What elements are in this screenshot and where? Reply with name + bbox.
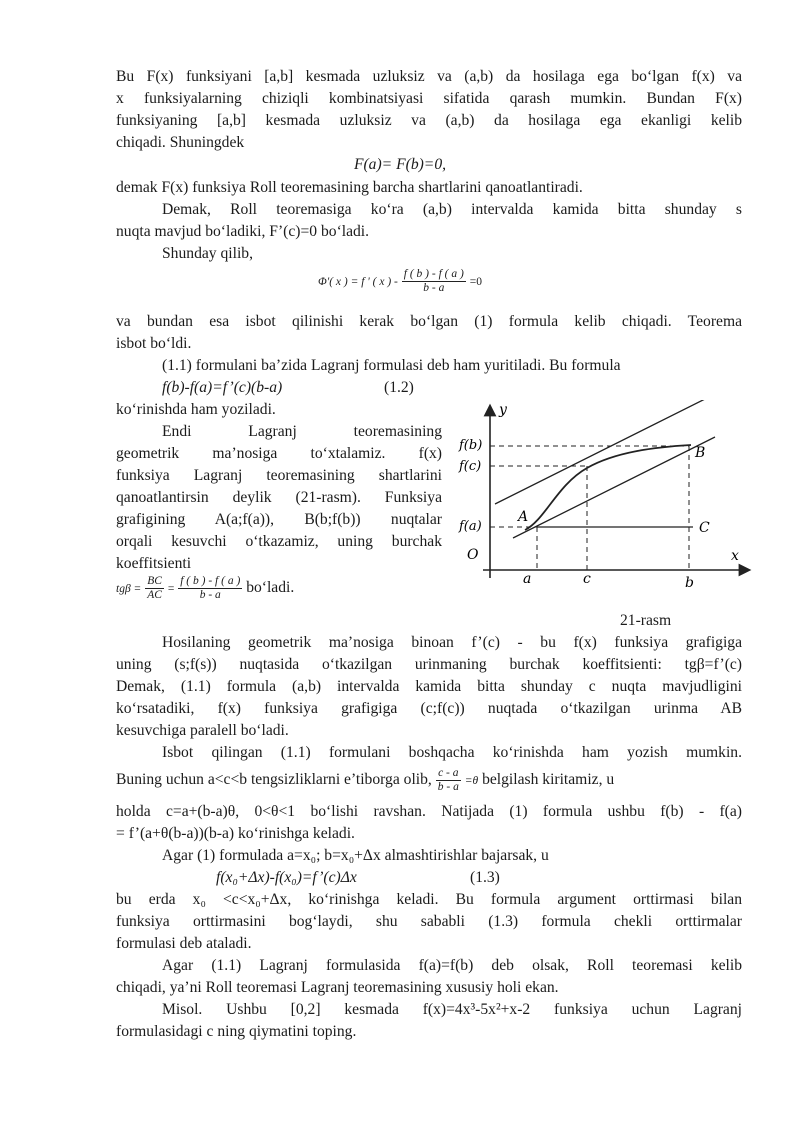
fraction-denominator: AC	[147, 588, 162, 601]
text-line: ko‘rinishda ham yoziladi.	[116, 401, 276, 418]
text-fragment: belgilash kiritamiz, u	[482, 771, 615, 788]
label-y: y	[499, 402, 507, 418]
text-line: Bu F(x) funksiyani [a,b] kesmada uzluksiz va (a,b) da hosilaga ega bo‘lgan f(x) va	[116, 68, 742, 85]
text-line: ko‘rsatadiki, f(x) funksiya grafigiga (c;f(c)) nuqtada o‘tkazilgan urinma AB	[116, 700, 742, 717]
label-point-a: A	[518, 509, 529, 525]
text-line: funksiya orttirmasini bog‘laydi, shu sababli (1.3) formula chekli orttirmalar	[116, 913, 742, 930]
text-line: geometrik ma’nosiga to‘xtalamiz. f(x)	[116, 445, 442, 462]
formula-left: Φ'( x ) = f ' ( x ) -	[318, 276, 398, 289]
text-line: (1.1) formulani ba’zida Lagranj formulasi deb ham yuritiladi. Bu formula	[162, 357, 621, 374]
text-line: demak F(x) funksiya Roll teoremasining barcha shartlarini qanoatlantiradi.	[116, 179, 583, 196]
text-line: funksiya Lagranj teoremasining shartlarini	[116, 467, 442, 484]
secant-ab	[513, 437, 715, 538]
figure-caption: 21-rasm	[620, 612, 672, 629]
text-line: qanoatlantirsin deylik (21-rasm). Funksiya	[116, 489, 442, 506]
text-line: bu erda x₀ <c<x₀+Δx, ko‘rinishga keladi. Bu formula argument orttirmasi bilan	[116, 891, 742, 908]
tg-after: bo‘ladi.	[246, 579, 295, 596]
formula-finite-increments: f(x₀+Δx)-f(x₀)=f’(c)Δx	[216, 869, 357, 886]
text-line: va bundan esa isbot qilinishi kerak bo‘lgan (1) formula kelib chiqadi. Teorema	[116, 313, 742, 330]
text-line: chiqadi. Shuningdek	[116, 134, 245, 151]
label-tick-c: c	[583, 571, 591, 587]
text-line: uning (s;f(s)) nuqtasida o‘tkazilgan urinmaning burchak koeffitsienti: tgβ=f’(c)	[116, 656, 742, 673]
label-x: x	[731, 548, 739, 564]
formula-fraction	[402, 268, 466, 295]
text-line: Hosilaning geometrik ma’nosiga binoan f’(c) - bu f(x) funksiya grafigiga	[162, 634, 742, 651]
text-line: koeffitsienti	[116, 555, 192, 572]
formula-number: (1.3)	[470, 869, 500, 886]
text-line: Agar (1.1) Lagranj formulasida f(a)=f(b) deb olsak, Roll teoremasi kelib	[162, 957, 742, 974]
fraction-denominator: b - a	[437, 780, 459, 793]
fraction-theta	[436, 767, 461, 794]
fraction-numerator: c - a	[436, 767, 461, 781]
text-line: Shunday qilib,	[162, 245, 253, 262]
label-fb: f(b)	[459, 438, 483, 453]
text-line: Endi Lagranj teoremasining	[162, 423, 442, 440]
lagrange-figure	[455, 400, 755, 600]
text-line: isbot bo‘ldi.	[116, 335, 192, 352]
fraction-denominator: b - a	[199, 588, 221, 601]
text-line: Misol. Ushbu [0,2] kesmada f(x)=4x³-5x²+x-2 funksiya uchun Lagranj	[162, 1001, 742, 1018]
tg-left: tgβ =	[116, 583, 142, 595]
label-origin: O	[467, 547, 479, 563]
tangent-line	[495, 400, 707, 504]
fraction-numerator: BC	[147, 574, 162, 587]
text-line: holda c=a+(b-a)θ, 0<θ<1 bo‘lishi ravshan. Natijada (1) formula ushbu f(b) - f(a)	[116, 803, 742, 820]
text-line: funksiyaning [a,b] kesmada uzluksiz va (a,b) da hosilaga ega ekanligi kelib	[116, 112, 742, 129]
label-point-b: B	[695, 445, 706, 461]
formula-line-1-2	[162, 377, 742, 399]
label-tick-b: b	[685, 575, 694, 591]
text-line: Isbot qilingan (1.1) formulani boshqacha ko‘rinishda ham yozish mumkin.	[162, 744, 742, 761]
fraction-numerator: f ( b ) - f ( a )	[403, 268, 464, 280]
theta-eq: =θ	[464, 775, 479, 787]
formula-phi-derivative	[0, 268, 800, 295]
text-line: chiqadi, ya’ni Roll teoremasi Lagranj teoremasining xususiy holi ekan.	[116, 979, 559, 996]
tg-eq: =	[167, 583, 175, 595]
text-line: grafigining A(a;f(a)), B(b;f(b)) nuqtalar	[116, 511, 442, 528]
formula-lagrange: f(b)-f(a)=f’(c)(b-a)	[162, 379, 283, 396]
formula-line-1-3	[216, 867, 800, 889]
text-line: orqali kesuvchi o‘tkazamiz, uning burchak	[116, 533, 442, 550]
label-tick-a: a	[523, 571, 532, 587]
label-fa: f(a)	[459, 519, 482, 534]
text-line: = f’(a+θ(b-a))(b-a) ko‘rinishga keladi.	[116, 825, 355, 842]
formula-F-a-b: F(a)= F(b)=0,	[353, 156, 447, 173]
text-line: nuqta mavjud bo‘ladiki, F’(c)=0 bo‘ladi.	[116, 223, 370, 240]
formula-right: =0	[469, 276, 482, 289]
text-line: x funksiyalarning chiziqli kombinatsiyasi sifatida qarash mumkin. Bundan F(x)	[116, 90, 742, 107]
label-point-c: C	[699, 520, 710, 536]
fraction-denominator: b - a	[423, 282, 445, 294]
text-line-with-fraction	[116, 766, 742, 795]
text-line: formulasi deb ataladi.	[116, 935, 252, 952]
text-line: Demak, (1.1) formula (a,b) intervalda kamida bitta shunday c nuqta mavjudligini	[116, 678, 742, 695]
fraction-difference-quotient	[178, 575, 242, 602]
text-line: formulasidagi c ning qiymatini toping.	[116, 1023, 357, 1040]
formula-number: (1.2)	[384, 379, 414, 396]
fraction-numerator: f ( b ) - f ( a )	[180, 574, 241, 587]
label-fc: f(c)	[459, 459, 482, 474]
text-line: Demak, Roll teoremasiga ko‘ra (a,b) intervalda kamida bitta shunday s	[162, 201, 742, 218]
text-fragment: Buning uchun a<c<b tengsizliklarni e’tiborga olib,	[116, 771, 432, 788]
text-line: kesuvchiga paralell bo‘ladi.	[116, 722, 289, 739]
function-curve	[525, 445, 691, 530]
fraction-bc-ac	[145, 575, 164, 602]
text-line: Agar (1) formulada a=x₀; b=x₀+Δx almashtirishlar bajarsak, u	[162, 847, 549, 864]
